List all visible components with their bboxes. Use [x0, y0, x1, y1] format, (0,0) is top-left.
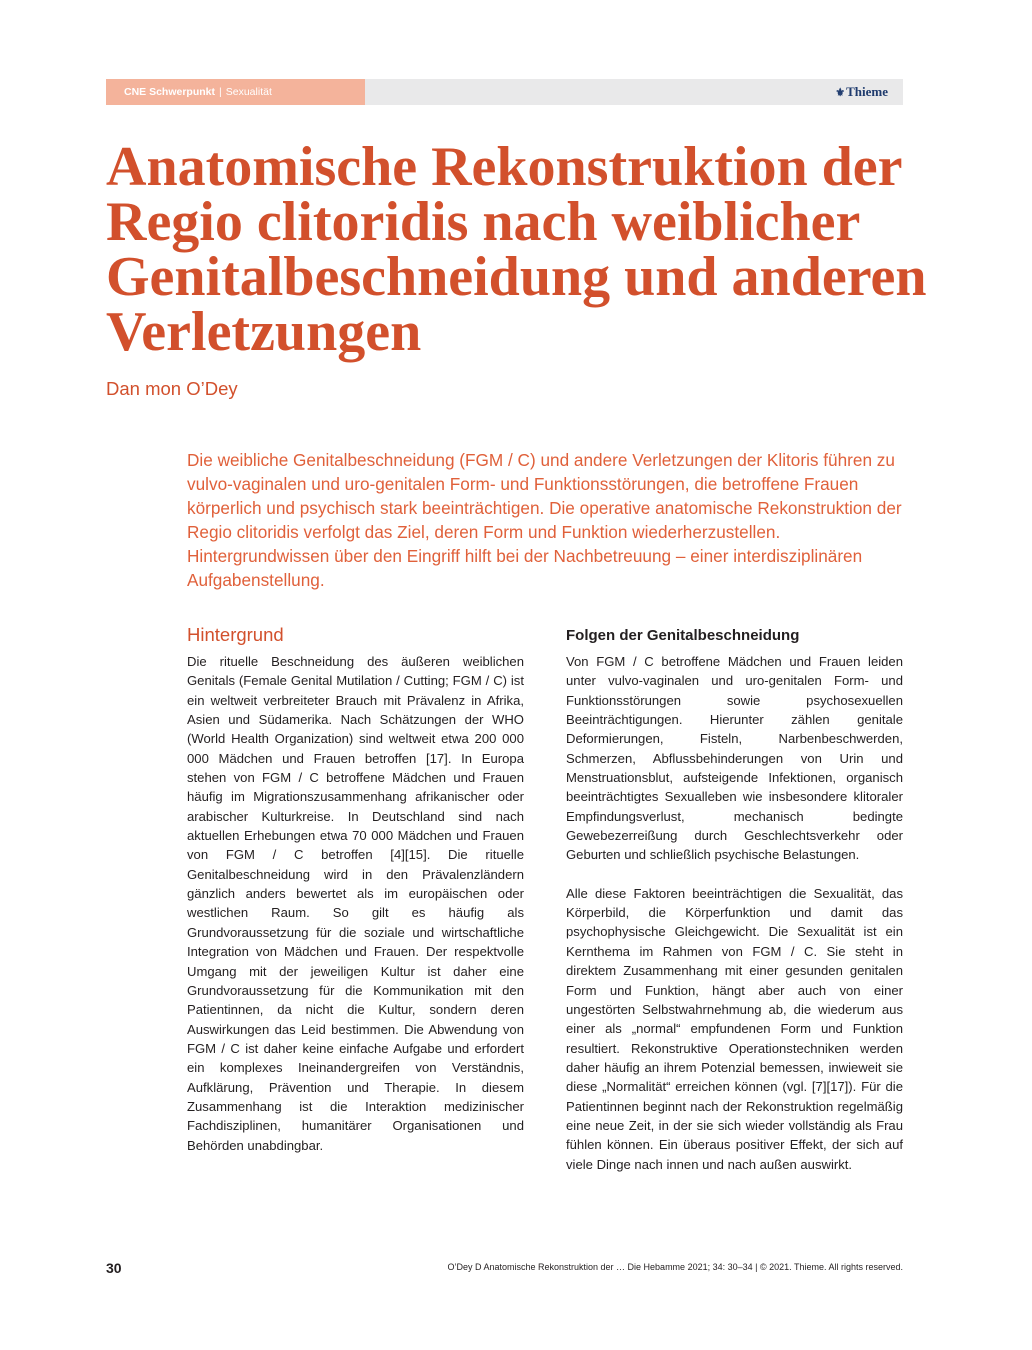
thieme-seal-icon: ⚜	[835, 87, 846, 99]
publisher-name: Thieme	[846, 84, 888, 99]
running-header	[106, 79, 903, 105]
footer-citation: O’Dey D Anatomische Rekonstruktion der … Die Hebamme 2021; 34: 30–34 | © 2021. Thieme. All rights reserved.	[447, 1262, 903, 1272]
paragraph-consequences-1: Von FGM / C betroffene Mädchen und Frauen leiden unter vulvo-vaginalen und uro-genitalen Form- und Funktionsstörungen sowie psychosexuellen Beeinträchtigungen. Hierunter zählen genitale Deformierungen, Fisteln, Narbenbeschwerden, Schmerzen, Abflussbehinderungen von Urin und Menstruationsblut, aufsteigende Infektionen, organisch beeinträchtigtes Sexualleben wie insbesondere klitoraler Empfindungsverlust, mechanisch bedingte Gewebezerreißung durch Geschlechtsverkehr oder Geburten und schließlich psychische Belastungen.	[566, 654, 903, 863]
article-title: Anatomische Rekonstruktion der Regio clitoridis nach weiblicher Genitalbeschneidung und anderen Verletzungen	[106, 136, 927, 363]
paragraph-consequences-2: Alle diese Faktoren beeinträchtigen die Sexualität, das Körperbild, die Körperfunktion und damit das psychophysische Gleichgewicht. Die Sexualität ist ein Kernthema im Rahmen von FGM / C. Sie steht in direktem Zusammenhang mit einer gesunden genitalen Form und Funktion, hängt aber auch von einer ungestörten Selbstwahrnehmung ab, die wiederum aus einer als „normal“ empfundenen Form und Funktion resultiert. Rekonstruktive Operationstechniken werden daher häufig an ihrem Potenzial bemessen, inwieweit sie diese „Normalität“ erreichen können (vgl. [7][17]). Für die Patientinnen beginnt nach der Rekonstruktion regelmäßig eine neue Zeit, in der sie sich wieder vollständig als Frau fühlen können. Ein überaus positiver Effekt, der sich auf viele Dinge nach innen und nach außen auswirkt.	[566, 885, 903, 1172]
article-abstract: Die weibliche Genitalbeschneidung (FGM / C) und andere Verletzungen der Klitoris führen zu vulvo-vaginalen und uro-genitalen Form- und Funktionsstörungen, die betroffene Frauen körperlich und psychisch stark beeinträchtigen. Die operative anatomische Rekonstruktion der Regio clitoridis verfolgt das Ziel, deren Form und Funktion wiederherzustellen. Hintergrundwissen über den Eingriff hilft bei der Nachbetreuung – einer interdisziplinären Aufgabenstellung.	[187, 450, 902, 590]
column-left	[187, 622, 524, 1155]
section-heading-background: Hintergrund	[187, 624, 284, 645]
topic-name: Sexualität	[225, 86, 272, 98]
article-author: Dan mon O’Dey	[106, 378, 238, 399]
section-tag	[106, 79, 365, 105]
section-name: CNE Schwerpunkt	[124, 86, 216, 98]
paragraph-background: Die rituelle Beschneidung des äußeren weiblichen Genitals (Female Genital Mutilation / Cutting; FGM / C) ist ein weltweit verbreiteter Brauch mit Prävalenz in Afrika, Asien und Südamerika. Nach Schätzungen der WHO (World Health Organization) sind weltweit etwa 200 000 000 Mädchen und Frauen betroffen [17]. In Europa stehen von FGM / C betroffene Mädchen und Frauen häufig im Migrationszusammenhang afrikanischer oder arabischer Kulturkreise. In Deutschland sind nach aktuellen Erhebungen etwa 70 000 Mädchen und Frauen von FGM / C betroffen [4][15]. Die rituelle Genitalbeschneidung wird in den Prävalenzländern gänzlich anders bewertet als im europäischen oder westlichen Raum. So gilt es häufig als Grundvoraussetzung für die soziale und wirtschaftliche Integration von Mädchen und Frauen. Der respektvolle Umgang mit der jeweiligen Kultur ist daher eine Grundvoraussetzung für die Kommunikation mit den Patientinnen, da nicht die Kultur, sondern deren Auswirkungen das Leid bestimmen. Die Abwendung von FGM / C ist daher keine einfache Aufgabe und erfordert ein komplexes Ineinandergreifen von Verständnis, Aufklärung, Prävention und Therapie. In diesem Zusammenhang ist die Interaktion medizinischer Fachdisziplinen, humanitärer Organisationen und Behörden unabdingbar.	[187, 654, 524, 1153]
publisher-logo	[835, 79, 888, 105]
column-right	[566, 622, 903, 1174]
section-heading-consequences: Folgen der Genitalbeschneidung	[566, 627, 800, 644]
page-number: 30	[106, 1260, 122, 1276]
header-separator: |	[219, 86, 222, 98]
